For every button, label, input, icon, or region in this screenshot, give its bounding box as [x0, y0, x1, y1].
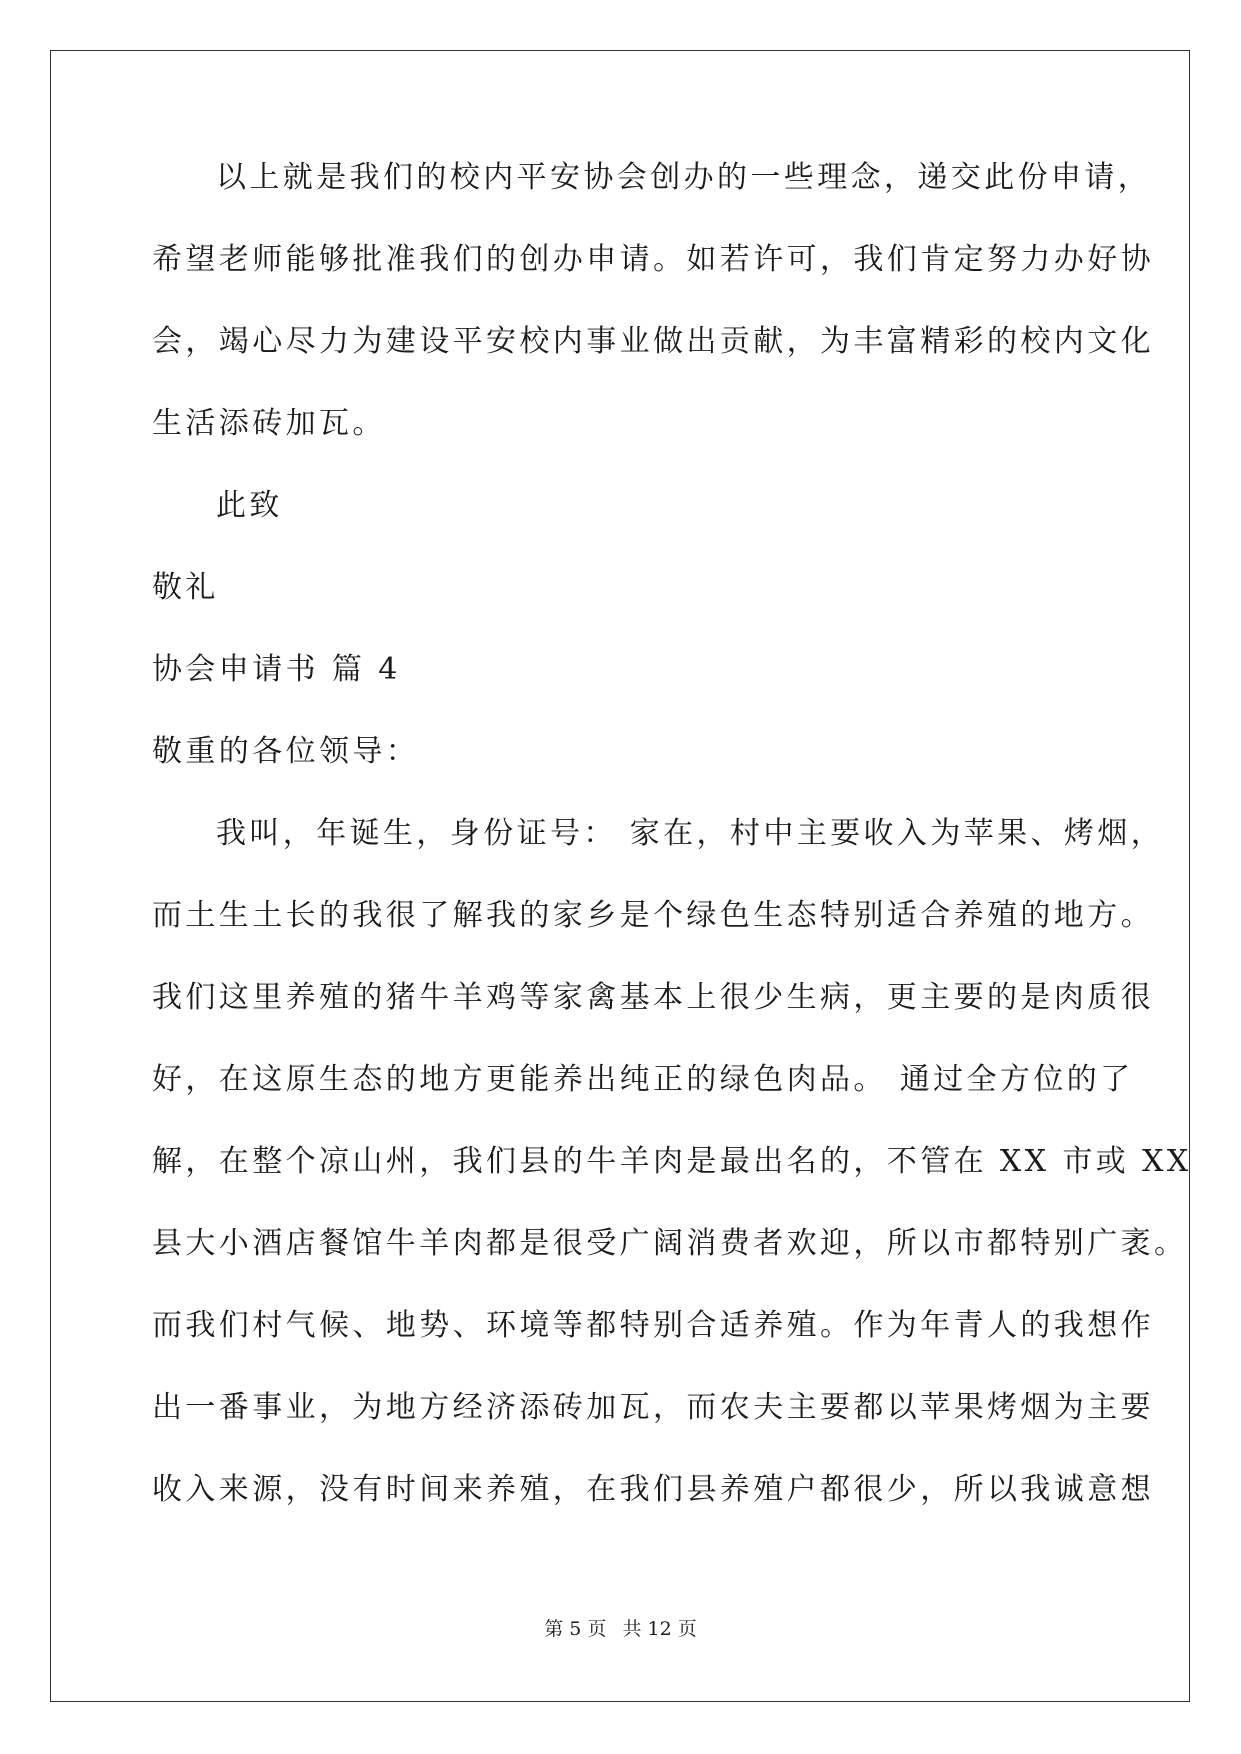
- text-line: 县大小酒店餐馆牛羊肉都是很受广阔消费者欢迎，所以市都特别广袤。: [152, 1226, 1188, 1261]
- text-line: 我们这里养殖的猪牛羊鸡等家禽基本上很少生病，更主要的是肉质很: [152, 980, 1154, 1015]
- text-line: 生活添砖加瓦。: [152, 406, 386, 441]
- text-line: 而我们村气候、地势、环境等都特别合适养殖。作为年青人的我想作: [152, 1308, 1154, 1343]
- greeting-line: 敬重的各位领导：: [152, 734, 420, 769]
- text-line: 希望老师能够批准我们的创办申请。如若许可，我们肯定努力办好协: [152, 242, 1154, 277]
- document-body: [152, 158, 1192, 1552]
- closing-respect: 敬礼: [152, 570, 219, 605]
- section-heading: 协会申请书 篇 4: [152, 652, 401, 687]
- page-number: 第 5 页: [544, 1618, 607, 1640]
- text-line: 以上就是我们的校内平安协会创办的一些理念，递交此份申请，: [216, 160, 1152, 195]
- page-footer: [0, 1614, 1241, 1641]
- text-line: 我叫，年诞生，身份证号： 家在，村中主要收入为苹果、烤烟，: [216, 816, 1165, 851]
- text-line: 解，在整个凉山州，我们县的牛羊肉是最出名的，不管在 XX 市或 XX: [152, 1144, 1192, 1179]
- text-line: 会，竭心尽力为建设平安校内事业做出贡献，为丰富精彩的校内文化: [152, 324, 1154, 359]
- text-line: 而土生土长的我很了解我的家乡是个绿色生态特别适合养殖的地方。: [152, 898, 1154, 933]
- closing-salutation: 此致: [216, 488, 283, 523]
- text-line: 好，在这原生态的地方更能养出纯正的绿色肉品。 通过全方位的了: [152, 1062, 1134, 1097]
- text-line: 收入来源，没有时间来养殖，在我们县养殖户都很少，所以我诚意想: [152, 1472, 1154, 1507]
- text-line: 出一番事业，为地方经济添砖加瓦，而农夫主要都以苹果烤烟为主要: [152, 1390, 1154, 1425]
- page-total: 共 12 页: [622, 1618, 697, 1640]
